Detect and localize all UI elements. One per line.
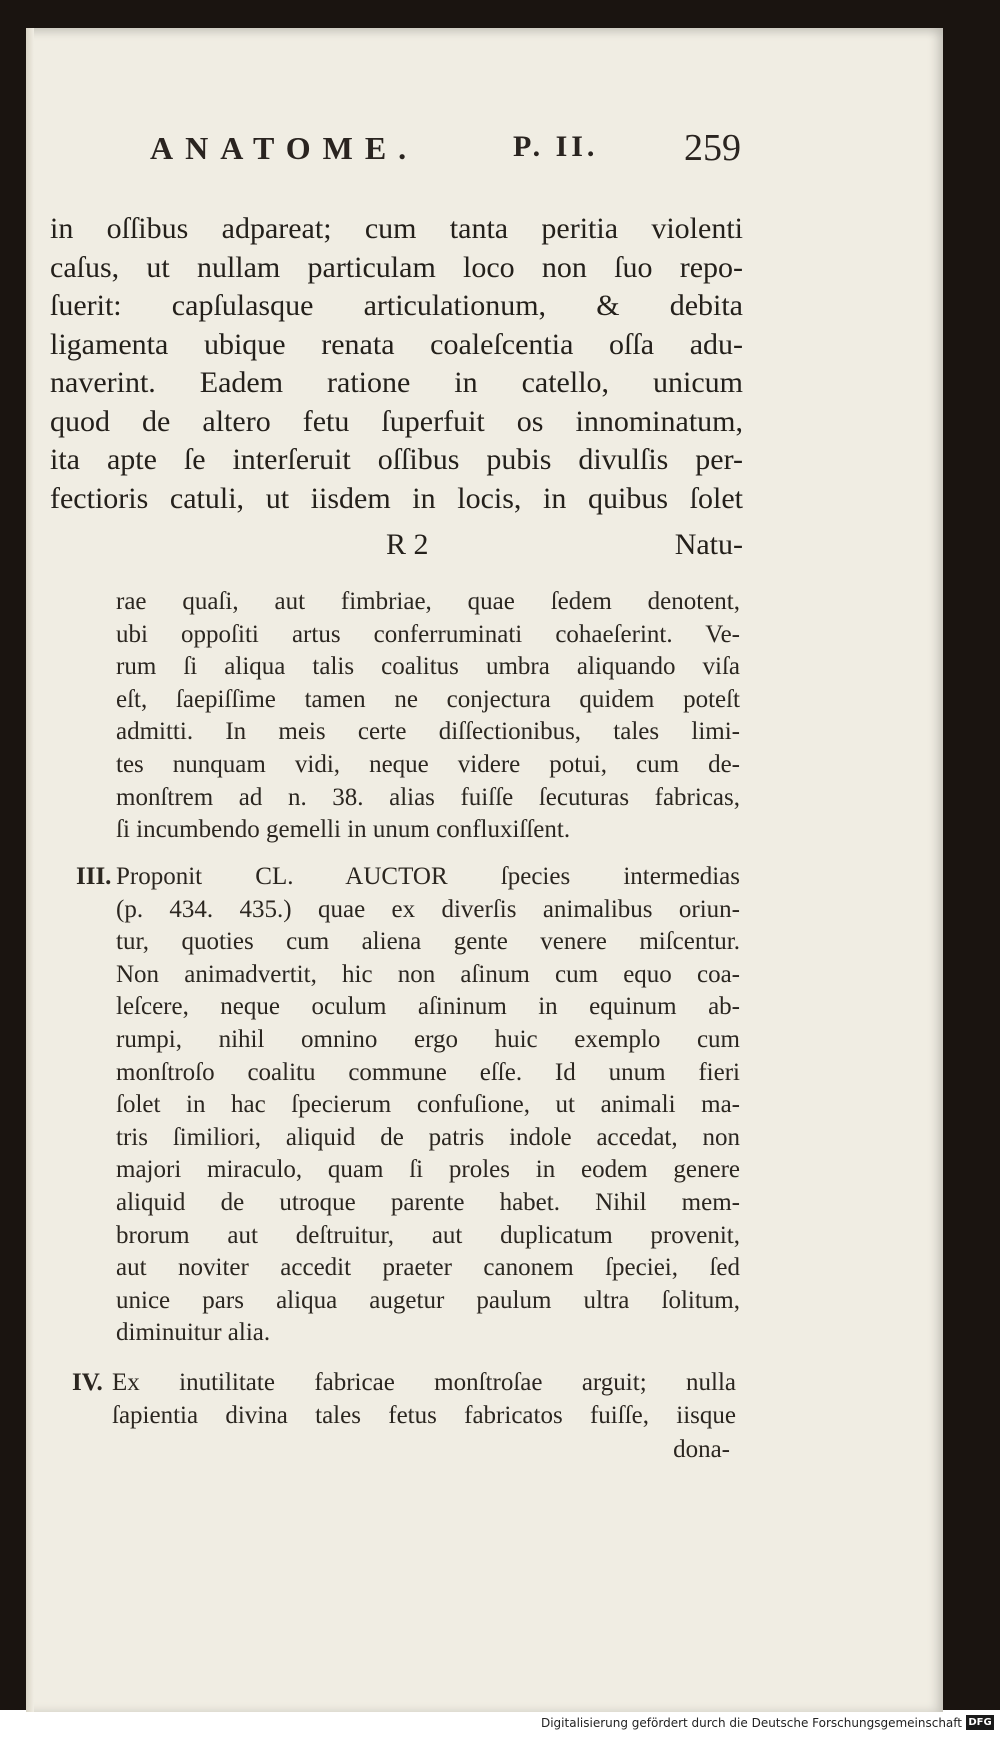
text-line: monſtrem ad n. 38. alias fuiſſe ſecuturas fabricas,: [116, 783, 740, 811]
footer-credit: Digitalisierung gefördert durch die Deutsche Forschungsgemeinschaft: [540, 1716, 962, 1730]
text-line: aliquid de utroque parente habet. Nihil mem-: [116, 1188, 740, 1216]
text-line: ſolet in hac ſpecierum confuſione, ut animali ma-: [116, 1091, 740, 1119]
paragraph-body: [112, 1367, 736, 1432]
note-text-block: [116, 586, 740, 847]
text-line: Proponit CL. AUCTOR ſpecies intermedias: [116, 863, 740, 890]
text-line: tes nunquam vidi, neque videre potui, cum de-: [116, 750, 740, 778]
page-gutter-shadow: [26, 28, 34, 1712]
text-line: ita apte ſe interſeruit oſſibus pubis divulſis per-: [50, 443, 743, 476]
text-line: majori miraculo, quam ſi proles in eodem genere: [116, 1156, 740, 1184]
paragraph-body: [116, 861, 740, 1350]
text-line: rum ſi aliqua talis coalitus umbra aliquando viſa: [116, 653, 740, 681]
footer-bar: [0, 1712, 1000, 1739]
text-line: in oſſibus adpareat; cum tanta peritia violenti: [50, 212, 743, 245]
text-line: rumpi, nihil omnino ergo huic exemplo cum: [116, 1025, 740, 1053]
text-line: ligamenta ubique renata coaleſcentia oſſa adu-: [50, 327, 743, 361]
text-line: Ex inutilitate fabricae monſtroſae arguit; nulla: [112, 1369, 736, 1396]
text-line: naverint. Eadem ratione in catello, unicum: [50, 366, 743, 399]
catchword: Natu-: [674, 528, 743, 561]
text-line: aut noviter accedit praeter canonem ſpeciei, ſed: [116, 1254, 740, 1282]
paragraph-number: III.: [76, 863, 112, 890]
text-line: ſi incumbendo gemelli in unum confluxiſſent.: [116, 816, 571, 844]
running-head-title: ANATOME.: [150, 130, 419, 166]
text-line: Non animadvertit, hic non aſinum cum equo coa-: [116, 960, 740, 988]
text-line: eſt, ſaepiſſime tamen ne conjectura quidem poteſt: [116, 685, 740, 713]
text-line: unice pars aliqua augetur paulum ultra ſolitum,: [116, 1286, 740, 1314]
text-line: diminuitur alia.: [116, 1319, 271, 1347]
text-line: ſuerit: capſulasque articulationum, & debita: [50, 289, 743, 322]
text-line: ubi oppoſiti artus conferruminati cohaeſerint. Ve-: [116, 620, 740, 648]
main-text-block: [50, 210, 743, 518]
text-line: quod de altero fetu ſuperfuit os innominatum,: [50, 404, 743, 438]
text-line: admitti. In meis certe diſſectionibus, tales limi-: [116, 718, 740, 746]
text-line: caſus, ut nullam particulam loco non ſuo repo-: [50, 250, 743, 284]
text-line: rae quaſi, aut fimbriae, quae ſedem denotent,: [116, 588, 740, 615]
running-head-part: P. II.: [513, 130, 599, 163]
paragraph-number: IV.: [72, 1369, 103, 1396]
dfg-logo-icon: DFG: [966, 1715, 994, 1730]
text-line: ſapientia divina tales fetus fabricatos fuiſſe, iisque: [112, 1401, 736, 1429]
text-line: (p. 434. 435.) quae ex diverſis animalibus oriun-: [116, 895, 740, 923]
text-line: tris ſimiliori, aliquid de patris indole accedat, non: [116, 1123, 740, 1151]
text-line: leſcere, neque oculum aſininum in equinum ab-: [116, 993, 740, 1021]
signature-mark: R 2: [386, 528, 429, 561]
signature-line: [50, 528, 743, 568]
catchword: dona-: [673, 1436, 730, 1463]
running-head: [150, 127, 750, 174]
text-line: brorum aut deſtruitur, aut duplicatum provenit,: [116, 1221, 740, 1249]
text-line: fectioris catuli, ut iisdem in locis, in quibus ſolet: [50, 481, 743, 515]
page-number: 259: [684, 127, 741, 169]
text-line: tur, quoties cum aliena gente venere miſcentur.: [116, 928, 740, 956]
text-line: monſtroſo coalitu commune eſſe. Id unum fieri: [116, 1058, 740, 1086]
